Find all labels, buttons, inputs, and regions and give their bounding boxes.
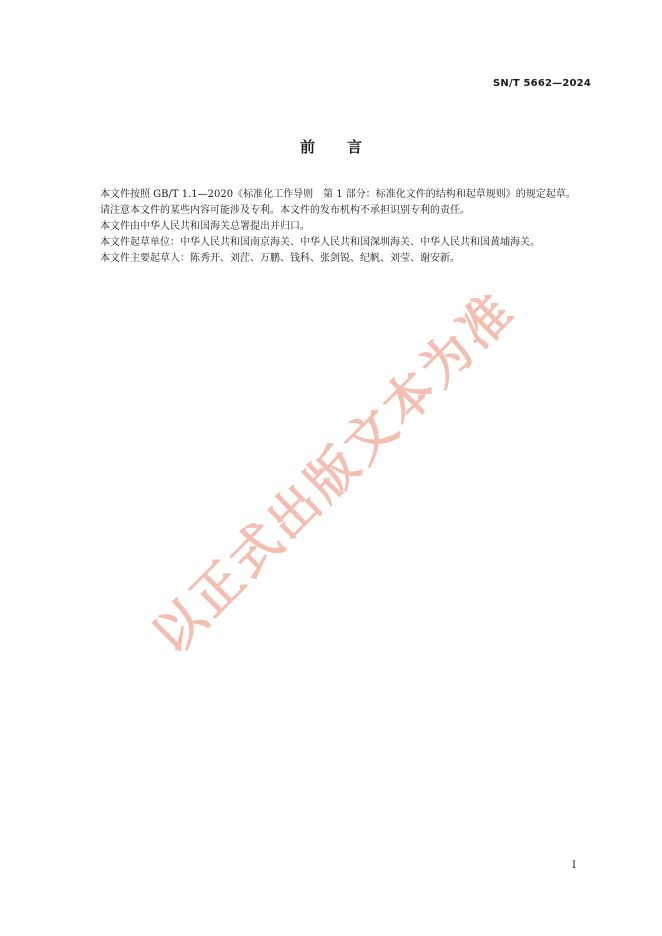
page-title: 前言	[299, 138, 394, 156]
watermark: 以正式出版文本为准	[141, 280, 527, 666]
paragraph-patent-notice: 请注意本文件的某些内容可能涉及专利。本文件的发布机构不承担识别专利的责任。	[100, 205, 470, 216]
page-number: I	[572, 860, 576, 871]
foreword-body	[80, 187, 592, 267]
paragraph-drafting-rules: 本文件按照 GB/T 1.1—2020《标准化工作导则 第 1 部分：标准化文件的结构和起草规则》的规定起草。	[100, 189, 576, 200]
paragraph-drafting-units: 本文件起草单位：中华人民共和国南京海关、中华人民共和国深圳海关、中华人民共和国黄埔海关。	[100, 237, 540, 248]
paragraph-drafters: 本文件主要起草人：陈秀开、刘茳、万鹏、钱科、张剑锐、纪帆、刘莹、谢安新。	[100, 253, 460, 264]
standard-code: SN/T 5662—2024	[493, 78, 591, 89]
paragraph-proposer: 本文件由中华人民共和国海关总署提出并归口。	[100, 221, 310, 232]
